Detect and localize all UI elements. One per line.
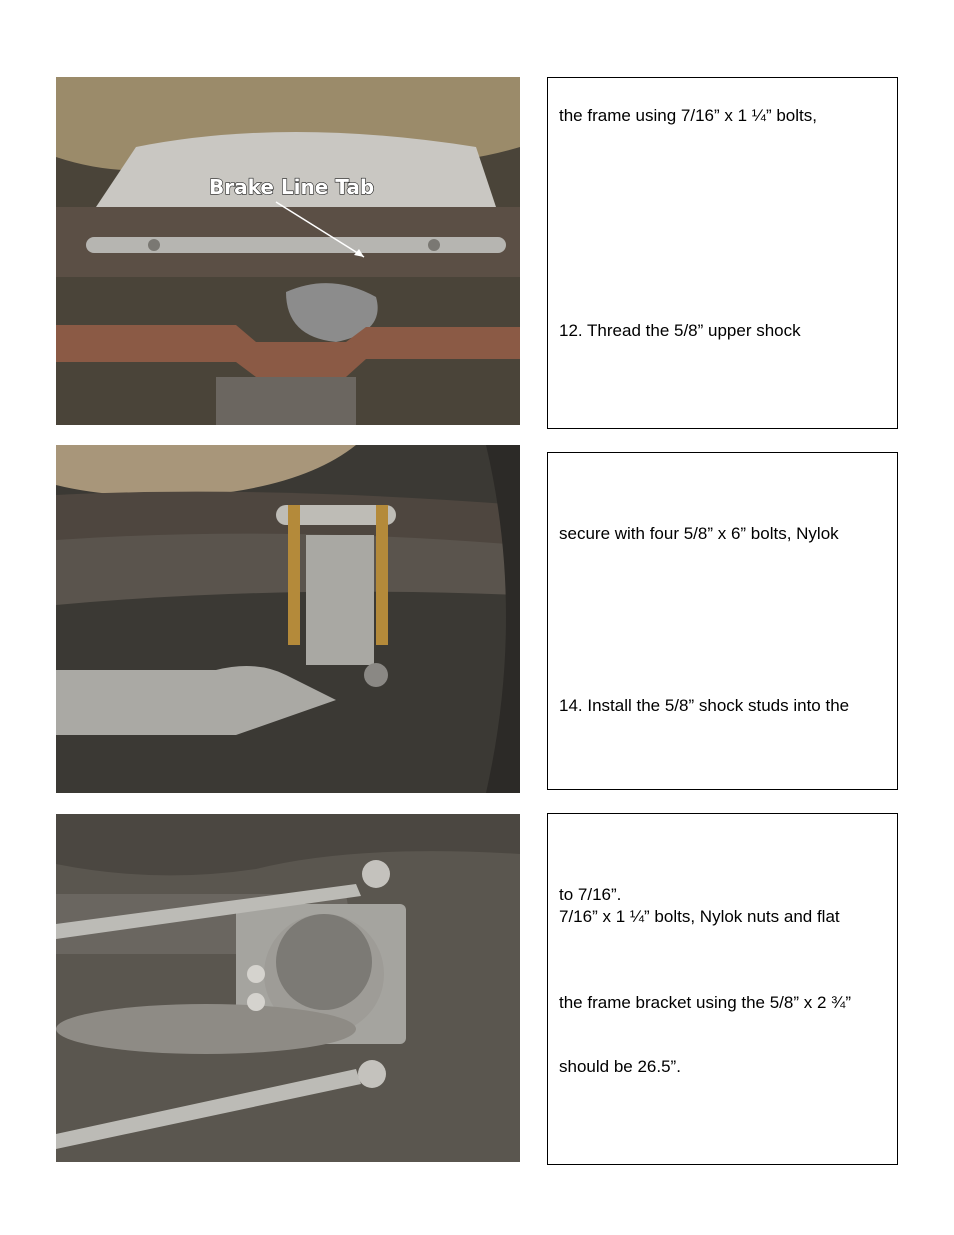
photo-2-illustration xyxy=(56,445,520,793)
photo-1-illustration xyxy=(56,77,520,425)
photo-frame-bracket-links xyxy=(56,814,520,1162)
instruction-box-1 xyxy=(547,77,898,429)
photo-crossmember-brake-line-tab xyxy=(56,77,520,425)
photo-spring-plate-ubolts xyxy=(56,445,520,793)
instruction-step-12: 12. Thread the 5/8” upper shock xyxy=(559,321,801,340)
instruction-line: the frame using 7/16” x 1 ¼” bolts, xyxy=(559,106,817,125)
instruction-step-14: 14. Install the 5/8” shock studs into the xyxy=(559,696,850,715)
brake-line-tab-callout: Brake Line Tab xyxy=(209,175,375,199)
instruction-line: the frame bracket using the 5/8” x 2 ¾” xyxy=(559,993,851,1012)
instruction-line: to 7/16”. xyxy=(559,885,622,904)
photo-3-illustration xyxy=(56,814,520,1162)
instruction-box-2 xyxy=(547,452,898,790)
instruction-box-3 xyxy=(547,813,898,1165)
instruction-line: secure with four 5/8” x 6” bolts, Nylok xyxy=(559,524,839,543)
instruction-line: 7/16” x 1 ¼” bolts, Nylok nuts and flat xyxy=(559,907,840,926)
instruction-line: should be 26.5”. xyxy=(559,1057,681,1076)
